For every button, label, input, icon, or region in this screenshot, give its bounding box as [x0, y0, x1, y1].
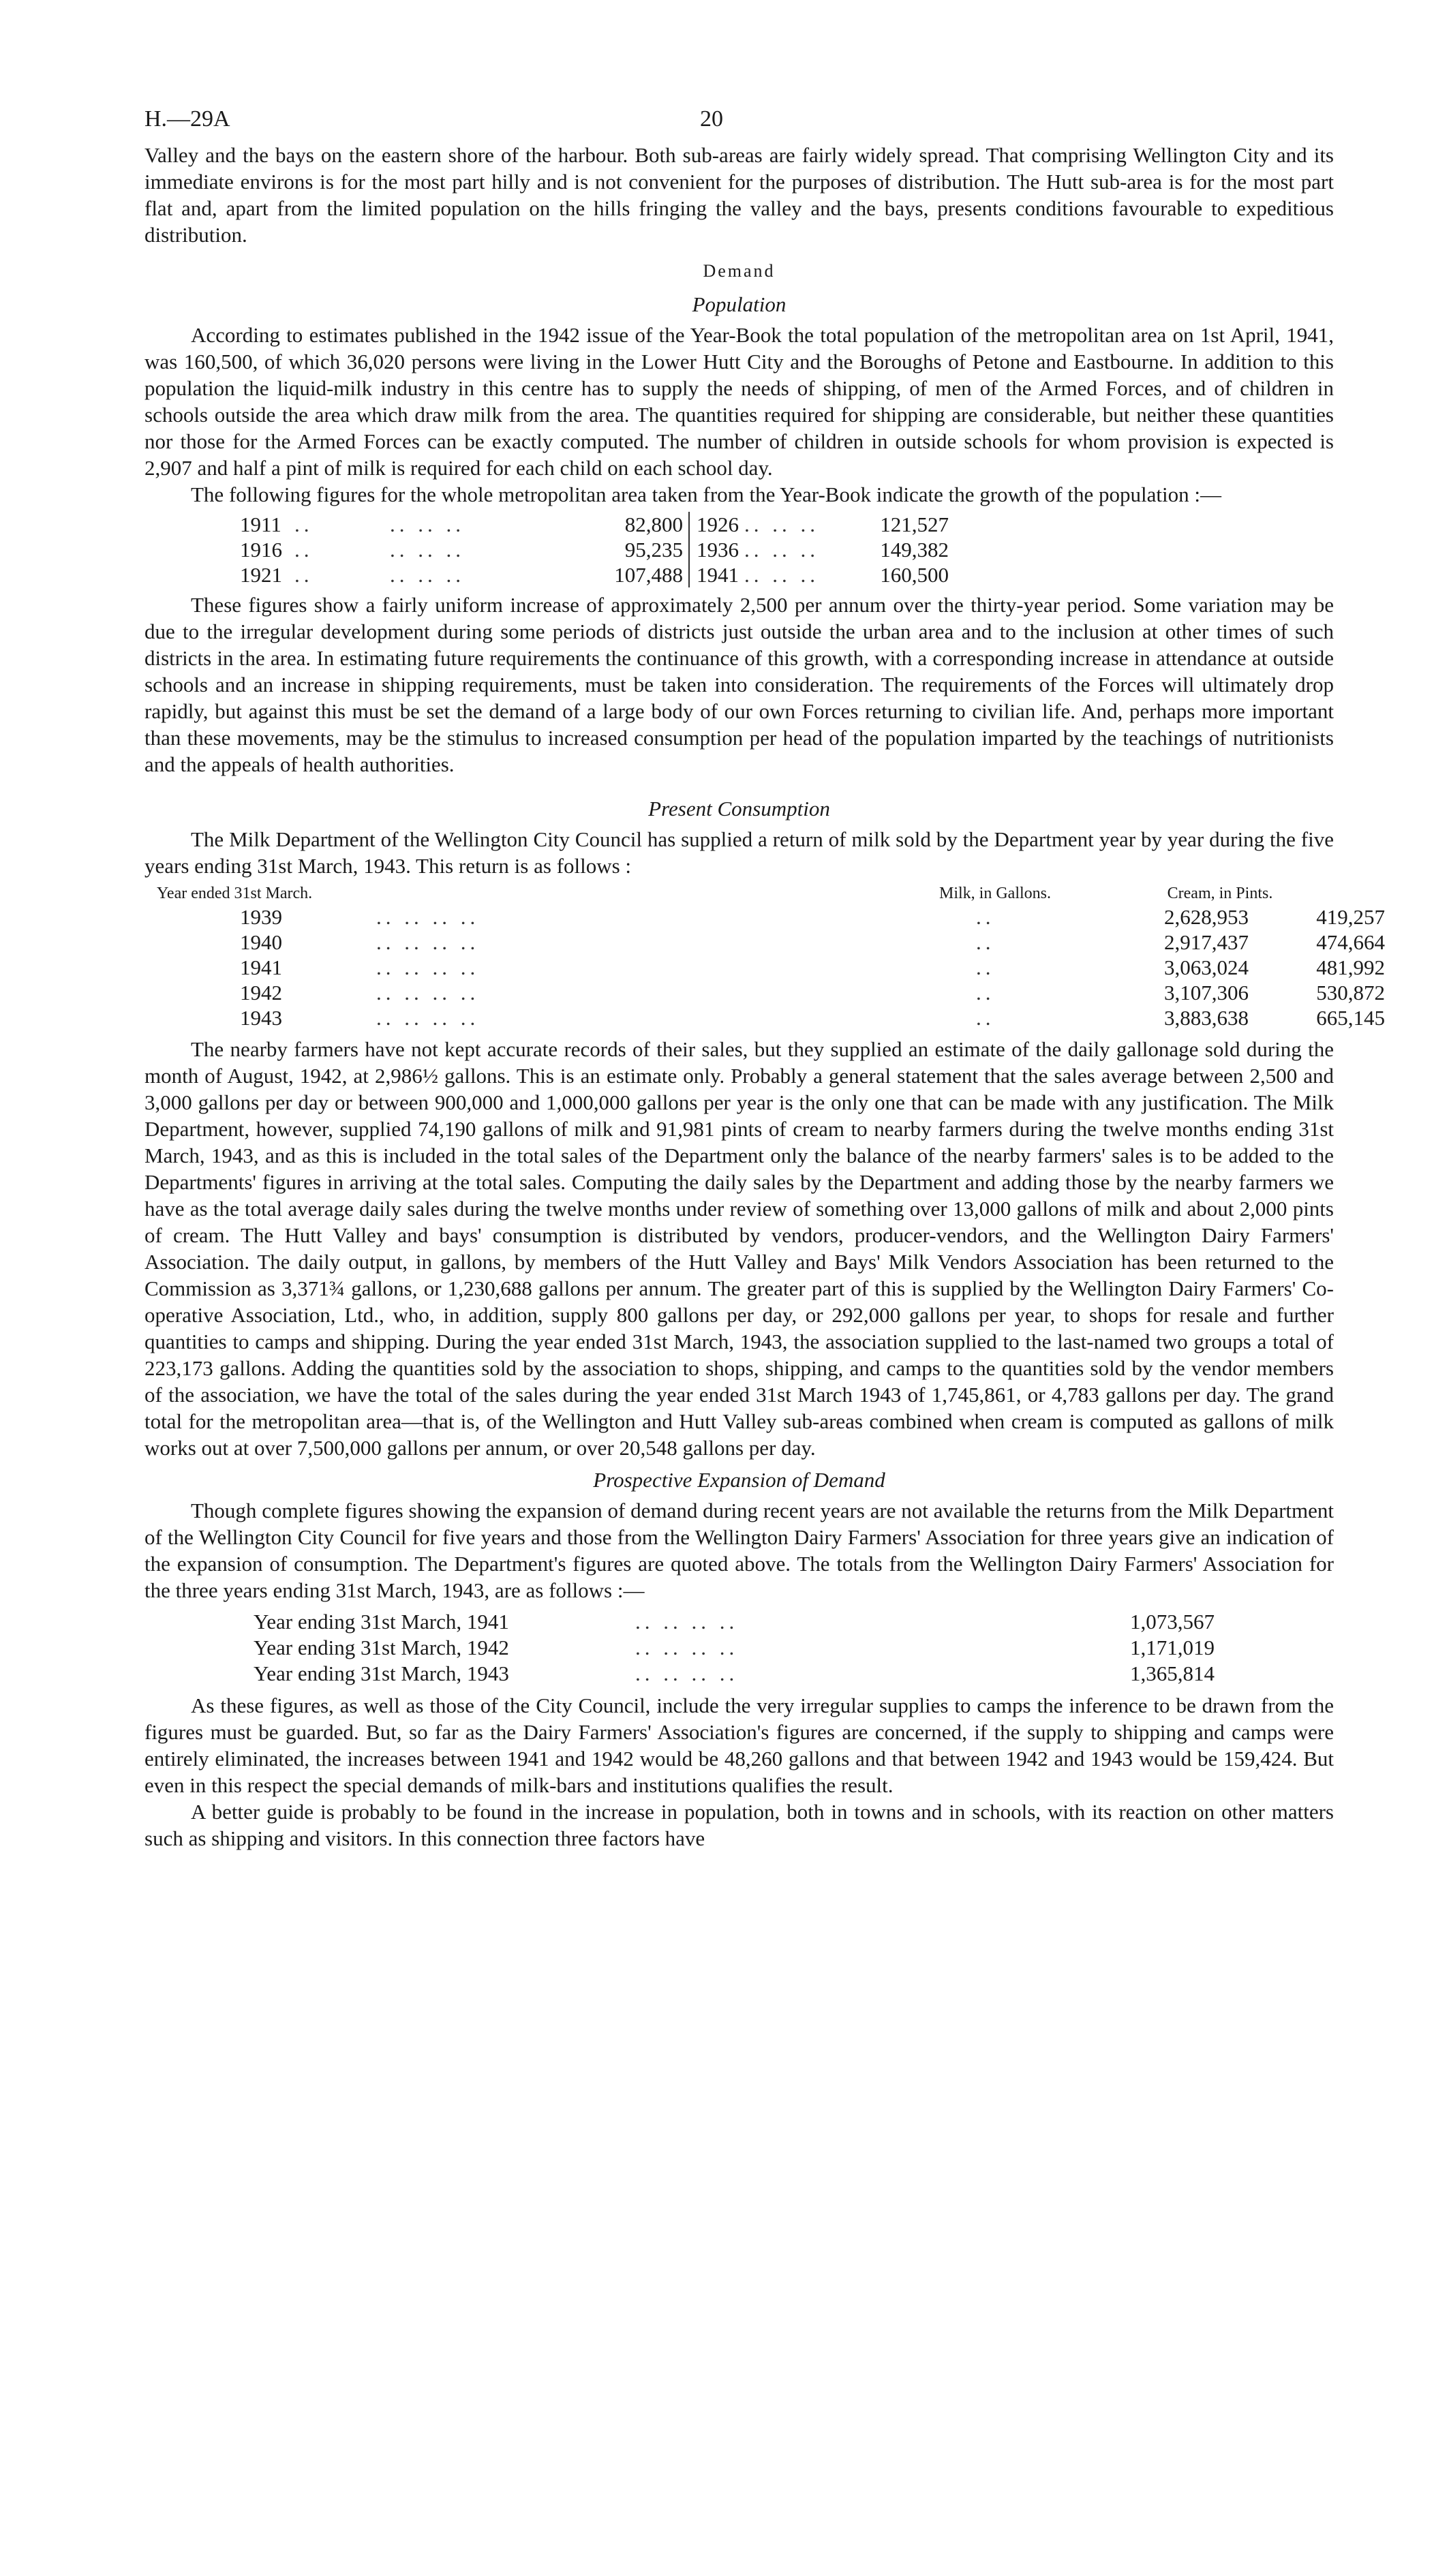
dot-leader: .. .. .. — [390, 512, 465, 536]
column-header-year: Year ended 31st March. — [157, 885, 313, 902]
table-cell-year: 1941 — [697, 563, 739, 587]
column-header-milk: Milk, in Gallons. — [939, 885, 1051, 902]
dot-leader: .. .. .. — [744, 563, 819, 587]
dot-leader: .. .. .. .. — [376, 905, 480, 929]
table-cell-milk: 3,883,638 — [1164, 1006, 1249, 1030]
section-heading-demand: Demand — [703, 261, 776, 281]
present-consumption-paragraph-2: The nearby farmers have not kept accurate records of their sales, but they supplied an estimate of the daily gallonage sold during the month of August, 1942, at 2,986½ gallons. This is an estimate only. Probably a general statement that the sales average between 2,500 and 3,000 gallons per day or between 900,000 and 1,000,000 gallons per year is the only one that can be made with any justification. The Milk Department, however, supplied 74,190 gallons of milk and 91,981 pints of cream to nearby farmers during the twelve months ending 31st March, 1943, and as this is included in the total sales of the Department only the balance of the nearby farmers' sales is to be added to the Departments' figures in arriving at the total sales. Computing the daily sales by the Department and adding those by the nearby farmers we have as the total average daily sales during the twelve months under review of something over 13,000 gallons of milk and about 2,000 pints of cream. The Hutt Valley and bays' consumption is distributed by vendors, producer-vendors, and the Wellington Dairy Farmers' Association. The daily output, in gallons, by members of the Hutt Valley and Bays' Milk Vendors Association has been returned to the Commission as 3,371¾ gallons, or 1,230,688 gallons per annum. The greater part of this is supplied by the Wellington Dairy Farmers' Co-operative Association, Ltd., who, in addition, supply 800 gallons per day, or 292,000 gallons per year, to shops for resale and further quantities to camps and shipping. During the year ended 31st March, 1943, the association supplied to the last-named two groups a total of 223,173 gallons. Adding the quantities sold by the association to shops, shipping, and camps to the quantities sold by the vendor members of the association, we have the total of the sales during the year ended 31st March 1943 of 1,745,861, or 4,783 gallons per day. The grand total for the metropolitan area—that is, of the Wellington and Hutt Valley sub-areas combined when cream is computed as gallons of milk works out at over 7,500,000 gallons per annum, or over 20,548 gallons per day. — [144, 1037, 1334, 1460]
table-cell-value: 82,800 — [499, 512, 690, 537]
consumption-table-header — [157, 885, 1334, 903]
table-cell-milk: 3,063,024 — [1164, 955, 1249, 979]
table-cell-value: 107,488 — [499, 562, 690, 587]
subheading-present-consumption: Present Consumption — [648, 797, 830, 821]
table-cell-year: 1936 — [697, 538, 739, 562]
dot-leader: .. .. .. .. — [635, 1636, 739, 1659]
table-cell-year: 1941 — [240, 955, 282, 979]
table-cell-year: 1943 — [240, 1006, 282, 1030]
dot-leader: .. .. .. — [744, 538, 819, 562]
present-consumption-paragraph-1: The Milk Department of the Wellington City Council has supplied a return of milk sold by the Department year by year during the five years ending 31st March, 1943. This return is as follows : — [144, 827, 1334, 878]
dot-leader: .. — [294, 512, 314, 536]
table-cell-value: 160,500 — [880, 563, 949, 587]
dot-leader: .. .. .. — [390, 563, 465, 587]
table-cell-milk: 2,628,953 — [1164, 905, 1249, 929]
table-cell-year: 1926 — [697, 512, 739, 536]
dot-leader: .. .. .. — [390, 538, 465, 562]
table-cell-milk: 2,917,437 — [1164, 930, 1249, 954]
report-reference: H.—29A — [144, 106, 230, 132]
dot-leader: .. .. .. — [744, 512, 819, 536]
table-cell-cream: 481,992 — [1316, 955, 1385, 979]
dot-leader: .. .. .. .. — [376, 1006, 480, 1030]
table-cell-value: 121,527 — [880, 512, 949, 536]
table-cell-year: 1911 — [240, 512, 281, 536]
dot-leader: .. — [976, 955, 995, 979]
dot-leader: .. .. .. .. — [376, 955, 480, 979]
table-cell-cream: 419,257 — [1316, 905, 1385, 929]
table-cell-value: 1,073,567 — [1130, 1610, 1215, 1634]
dot-leader: .. — [294, 538, 314, 562]
table-cell-year: 1940 — [240, 930, 282, 954]
table-cell-cream: 530,872 — [1316, 981, 1385, 1005]
population-table — [240, 512, 1334, 587]
document-page — [144, 101, 1385, 1852]
table-cell-year: 1939 — [240, 905, 282, 929]
prospective-paragraph-1: Though complete figures showing the expansion of demand during recent years are not available the returns from the Milk Department of the Wellington City Council for five years and those from the Wellington Dairy Farmers' Association for three years give an indication of the expansion of consumption. The Department's figures are quoted above. The totals from the Wellington Dairy Farmers' Association for the three years ending 31st March, 1943, are as follows :— — [144, 1499, 1334, 1602]
table-cell-year: 1921 — [240, 563, 282, 587]
table-cell-label: Year ending 31st March, 1941 — [254, 1610, 509, 1634]
dot-leader: .. — [294, 563, 314, 587]
table-cell-value: 95,235 — [499, 537, 690, 562]
dot-leader: .. — [976, 981, 995, 1005]
table-cell-label: Year ending 31st March, 1943 — [254, 1661, 509, 1685]
dot-leader: .. — [976, 905, 995, 929]
table-cell-value: 149,382 — [880, 538, 949, 562]
dot-leader: .. .. .. .. — [635, 1610, 739, 1634]
table-cell-year: 1916 — [240, 538, 282, 562]
population-paragraph-2: The following figures for the whole metropolitan area taken from the Year-Book indicate the growth of the population :— — [191, 482, 1221, 506]
page-number: 20 — [700, 106, 723, 132]
population-paragraph-3: These figures show a fairly uniform increase of approximately 2,500 per annum over the thirty-year period. Some variation may be due to the irregular development during some periods of districts just outside the urban area and to the inclusion at other times of such districts in the area. In estimating future requirements the continuance of this growth, with a corresponding increase in attendance at outside schools and an increase in shipping requirements, must be taken into consideration. The requirements of the Forces will ultimately drop rapidly, but against this must be set the demand of a large body of our own Forces returning to civilian life. And, perhaps more important than these movements, may be the stimulus to increased consumption per head of the population imparted by the teachings of nutritionists and the appeals of health authorities. — [144, 593, 1334, 776]
subheading-prospective-expansion: Prospective Expansion of Demand — [593, 1468, 885, 1492]
dot-leader: .. .. .. .. — [376, 930, 480, 954]
table-cell-label: Year ending 31st March, 1942 — [254, 1636, 509, 1659]
table-cell-milk: 3,107,306 — [1164, 981, 1249, 1005]
intro-paragraph: Valley and the bays on the eastern shore of the harbour. Both sub-areas are fairly widely spread. That comprising Wellington City and its immediate environs is for the most part hilly and is not convenient for the purposes of distribution. The Hutt sub-area is for the most part flat and, apart from the limited population on the hills fringing the valley and the bays, presents conditions favourable to expeditious distribution. — [144, 143, 1334, 247]
dot-leader: .. .. .. .. — [635, 1661, 739, 1685]
consumption-table — [240, 904, 1385, 1030]
prospective-paragraph-2: As these figures, as well as those of the City Council, include the very irregular supplies to camps the inference to be drawn from the figures must be guarded. But, so far as the Dairy Farmers' Association's figures are concerned, if the supply to shipping and camps were entirely eliminated, the increases between 1941 and 1942 would be 48,260 gallons and that between 1942 and 1943 would be 159,424. But even in this respect the special demands of milk-bars and institutions qualifies the result. — [144, 1693, 1334, 1797]
dot-leader: .. — [976, 930, 995, 954]
table-cell-year: 1942 — [240, 981, 282, 1005]
dot-leader: .. — [976, 1006, 995, 1030]
prospective-paragraph-3: A better guide is probably to be found in the increase in population, both in towns and in schools, with its reaction on other matters such as shipping and visitors. In this connection three factors have — [144, 1800, 1334, 1850]
table-cell-cream: 474,664 — [1316, 930, 1385, 954]
page-header — [144, 101, 1334, 142]
subheading-population: Population — [692, 292, 787, 316]
population-paragraph-1: According to estimates published in the 1942 issue of the Year-Book the total population of the metropolitan area on 1st April, 1941, was 160,500, of which 36,020 persons were living in the Lower Hutt City and the Boroughs of Petone and Eastbourne. In addition to this population the liquid-milk industry in this centre has to supply the needs of shipping, of men of the Armed Forces, and of children in schools outside the area which draw milk from the area. The quantities required for shipping are considerable, but neither these quantities nor those for the Armed Forces can be exactly computed. The number of children in outside schools for whom provision is expected is 2,907 and half a pint of milk is required for each child on each school day. — [144, 323, 1334, 480]
table-cell-value: 1,171,019 — [1130, 1636, 1215, 1659]
association-totals-table — [254, 1609, 1334, 1687]
table-cell-value: 1,365,814 — [1130, 1661, 1215, 1685]
column-header-cream: Cream, in Pints. — [1167, 885, 1273, 902]
table-cell-cream: 665,145 — [1316, 1006, 1385, 1030]
dot-leader: .. .. .. .. — [376, 981, 480, 1005]
